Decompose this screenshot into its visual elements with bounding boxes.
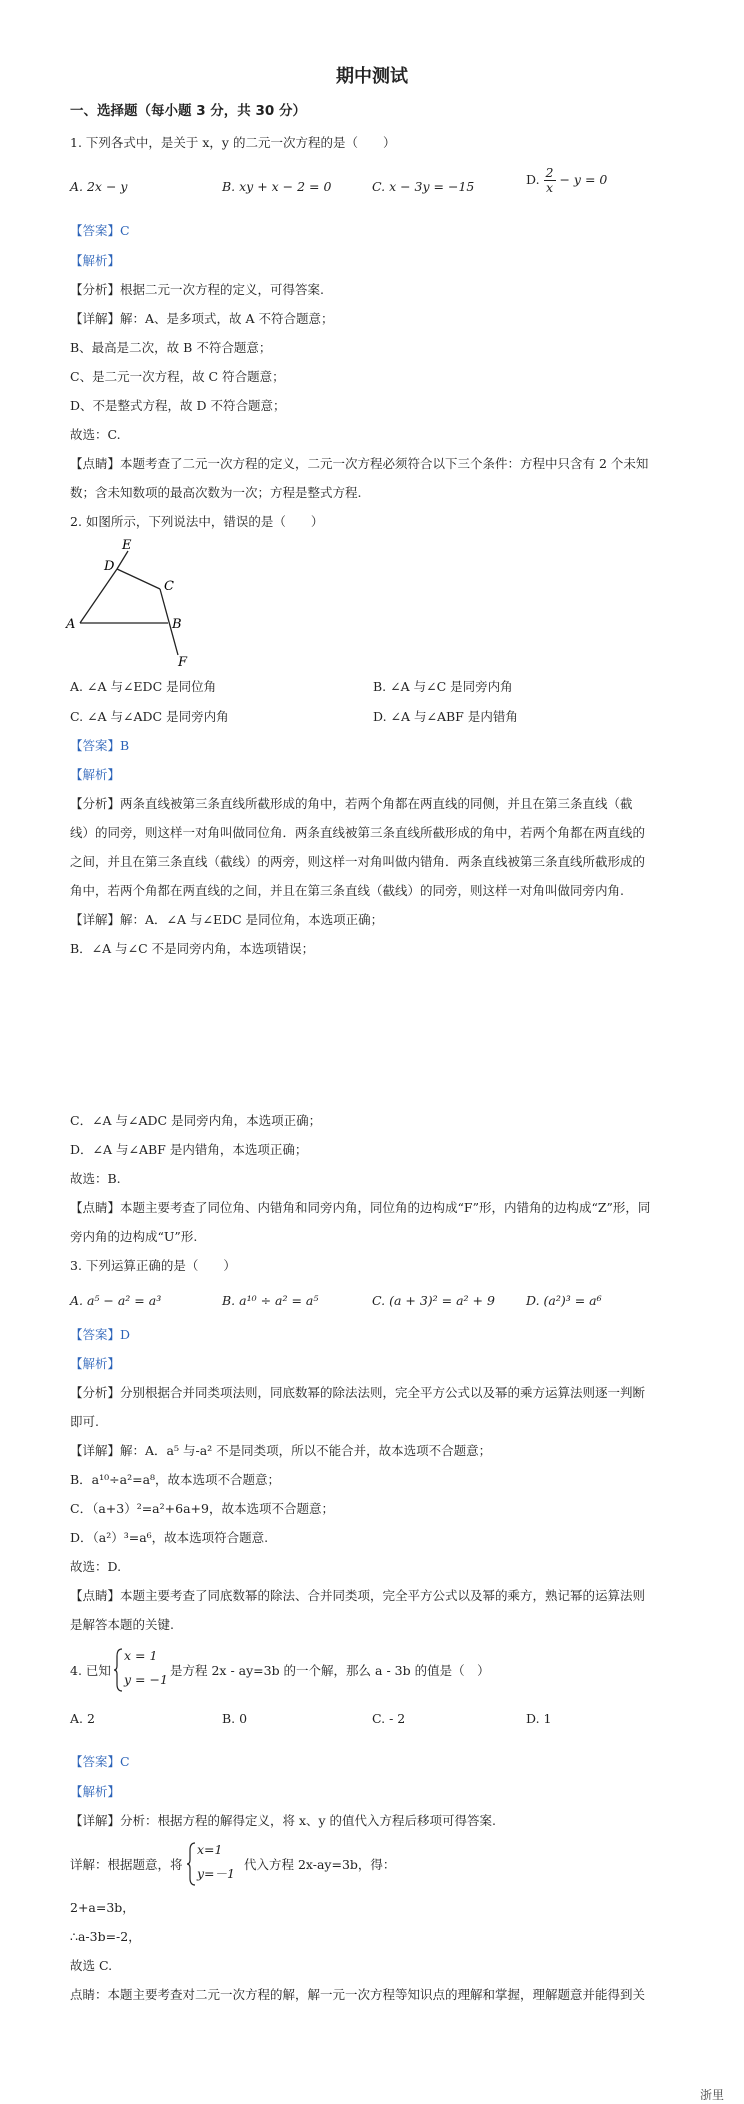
q4-answer: 【答案】C (70, 1754, 130, 1769)
q4-detail-eq1: x=1 (197, 1842, 223, 1857)
q4-detail-suffix: 代入方程 2x-ay=3b，得： (244, 1857, 396, 1872)
q1-line: 故选：C. (70, 427, 121, 442)
q3-option-c: C. (a + 3)² = a² + 9 (372, 1293, 495, 1308)
q4-detail-brace-icon (186, 1842, 196, 1886)
q1-line: B、最高是二次，故 B 不符合题意； (70, 340, 272, 355)
q4-option-b: B. 0 (222, 1711, 248, 1726)
q1-option-d-letter: D. (526, 172, 540, 187)
label-e: E (122, 538, 132, 553)
q4-option-c: C. - 2 (372, 1711, 406, 1726)
q3-choose: 故选：D. (70, 1559, 122, 1574)
q4-system-eq2: y = −1 (124, 1672, 168, 1687)
q2-line-d: D．∠A 与∠ABF 是内错角，本选项正确； (70, 1142, 308, 1157)
q1-jiexi: 【解析】 (70, 253, 121, 268)
q3-line-c: C．（a+3）²=a²+6a+9，故本选项不合题意； (70, 1501, 334, 1516)
q3-line-d: D．（a²）³=a⁶，故本选项符合题意. (70, 1530, 269, 1545)
q3-analysis-2: 即可. (70, 1414, 99, 1429)
q4-step-3: 故选 C. (70, 1958, 113, 1973)
label-d: D (104, 559, 115, 574)
q2-option-b: B. ∠A 与∠C 是同旁内角 (373, 679, 513, 694)
q2-analysis-4: 角中，若两个角都在两直线的之间，并且在第三条直线（截线）的同旁，则这样一对角叫做同旁内角. (70, 883, 624, 898)
q1-option-d-rest: − y = 0 (559, 172, 608, 187)
q2-option-a: A. ∠A 与∠EDC 是同位角 (70, 679, 217, 694)
q4-system-brace-icon (113, 1648, 123, 1692)
page-footer: 浙里 (699, 2088, 724, 2102)
q1-option-c: C. x − 3y = −15 (372, 179, 475, 194)
q3-analysis-1: 【分析】分别根据合并同类项法则，同底数幂的除法法则，完全平方公式以及幂的乘方运算法则逐一判断 (70, 1385, 646, 1400)
q2-stem: 2. 如图所示，下列说法中，错误的是（ ） (70, 514, 324, 529)
q2-line-b: B．∠A 与∠C 不是同旁内角，本选项错误； (70, 941, 315, 956)
q3-detail: 【详解】解：A．a⁵ 与-a² 不是同类项，所以不能合并，故本选项不合题意； (70, 1443, 492, 1458)
q2-analysis-2: 线）的同旁，则这样一对角叫做同位角．两条直线被第三条直线所截形成的角中，若两个角都在两直线的 (70, 825, 646, 840)
q4-comment: 点睛：本题主要考查对二元一次方程的解，解一元一次方程等知识点的理解和掌握，理解题意并能得到关 (70, 1987, 646, 2002)
q4-system-eq1: x = 1 (124, 1648, 158, 1663)
q2-analysis-3: 之间，并且在第三条直线（截线）的两旁，则这样一对角叫做内错角．两条直线被第三条直线所截形成的 (70, 854, 646, 869)
q1-option-d-numerator: 2 (545, 165, 554, 180)
q3-option-d: D. (a²)³ = a⁶ (526, 1293, 602, 1308)
line-ad (80, 569, 117, 623)
q2-line-c: C．∠A 与∠ADC 是同旁内角，本选项正确； (70, 1113, 322, 1128)
q4-option-a: A. 2 (70, 1711, 95, 1726)
q2-jiexi: 【解析】 (70, 767, 121, 782)
q3-option-b: B. a¹⁰ ÷ a² = a⁵ (222, 1293, 319, 1308)
q2-answer: 【答案】B (70, 738, 130, 753)
q4-detail-eq2: y=－1 (197, 1866, 235, 1881)
q2-option-d: D. ∠A 与∠ABF 是内错角 (373, 709, 518, 724)
q3-comment-1: 【点睛】本题主要考查了同底数幂的除法、合并同类项，完全平方公式以及幂的乘方，熟记幂的运算法则 (70, 1588, 646, 1603)
section-heading: 一、选择题（每小题 3 分，共 30 分） (70, 103, 306, 119)
q4-stem-suffix: 是方程 2x - ay=3b 的一个解，那么 a - 3b 的值是（ ） (170, 1663, 490, 1678)
q2-comment-1: 【点睛】本题主要考查了同位角、内错角和同旁内角，同位角的边构成“F”形，内错角的边构成“Z”形，同 (70, 1200, 651, 1215)
q4-detail-prefix: 详解：根据题意，将 (70, 1857, 183, 1872)
q2-geometry-figure (60, 535, 210, 670)
line-dc (117, 569, 160, 589)
q1-option-a: A. 2x − y (70, 179, 128, 194)
q4-detail: 【详解】分析：根据方程的解得定义，将 x、y 的值代入方程后移项可得答案. (70, 1813, 497, 1828)
q1-answer: 【答案】C (70, 223, 130, 238)
q3-option-a: A. a⁵ − a² = a³ (70, 1293, 162, 1308)
q4-step-2: ∴a-3b=-2， (70, 1929, 141, 1944)
q1-comment-1: 【点睛】本题考查了二元一次方程的定义，二元一次方程必须符合以下三个条件：方程中只含有 2 个未知 (70, 456, 649, 471)
label-a: A (66, 617, 76, 632)
q4-stem-prefix: 4. 已知 (70, 1663, 111, 1678)
q2-option-c: C. ∠A 与∠ADC 是同旁内角 (70, 709, 229, 724)
q1-option-d-denominator: x (545, 180, 554, 195)
q4-jiexi: 【解析】 (70, 1784, 121, 1799)
q4-option-d: D. 1 (526, 1711, 552, 1726)
line-de (117, 551, 128, 569)
q3-answer: 【答案】D (70, 1327, 131, 1342)
q1-line: C、是二元一次方程，故 C 符合题意； (70, 369, 285, 384)
q2-comment-2: 旁内角的边构成“U”形. (70, 1229, 198, 1244)
q1-option-d-fraction (544, 166, 556, 195)
q1-comment-2: 数；含未知数项的最高次数为一次；方程是整式方程. (70, 485, 362, 500)
page-title: 期中测试 (336, 66, 408, 87)
q1-detail: 【详解】解：A、是多项式，故 A 不符合题意； (70, 311, 334, 326)
q1-stem: 1. 下列各式中，是关于 x，y 的二元一次方程的是（ ） (70, 135, 396, 150)
q3-line-b: B．a¹⁰÷a²=a⁸，故本选项不合题意； (70, 1472, 281, 1487)
q1-line: D、不是整式方程，故 D 不符合题意； (70, 398, 286, 413)
label-c: C (164, 579, 174, 594)
q3-stem: 3. 下列运算正确的是（ ） (70, 1258, 236, 1273)
q2-detail: 【详解】解：A．∠A 与∠EDC 是同位角，本选项正确； (70, 912, 384, 927)
q4-step-1: 2+a=3b， (70, 1900, 135, 1915)
q1-analysis: 【分析】根据二元一次方程的定义，可得答案. (70, 282, 324, 297)
q2-choose: 故选：B. (70, 1171, 121, 1186)
q1-option-b: B. xy + x − 2 = 0 (222, 179, 332, 194)
label-b: B (172, 617, 182, 632)
q2-analysis-1: 【分析】两条直线被第三条直线所截形成的角中，若两个角都在两直线的同侧，并且在第三条直线（截 (70, 796, 633, 811)
q1-option-d (526, 166, 607, 195)
label-f: F (178, 655, 188, 670)
q3-comment-2: 是解答本题的关键. (70, 1617, 174, 1632)
q3-jiexi: 【解析】 (70, 1356, 121, 1371)
